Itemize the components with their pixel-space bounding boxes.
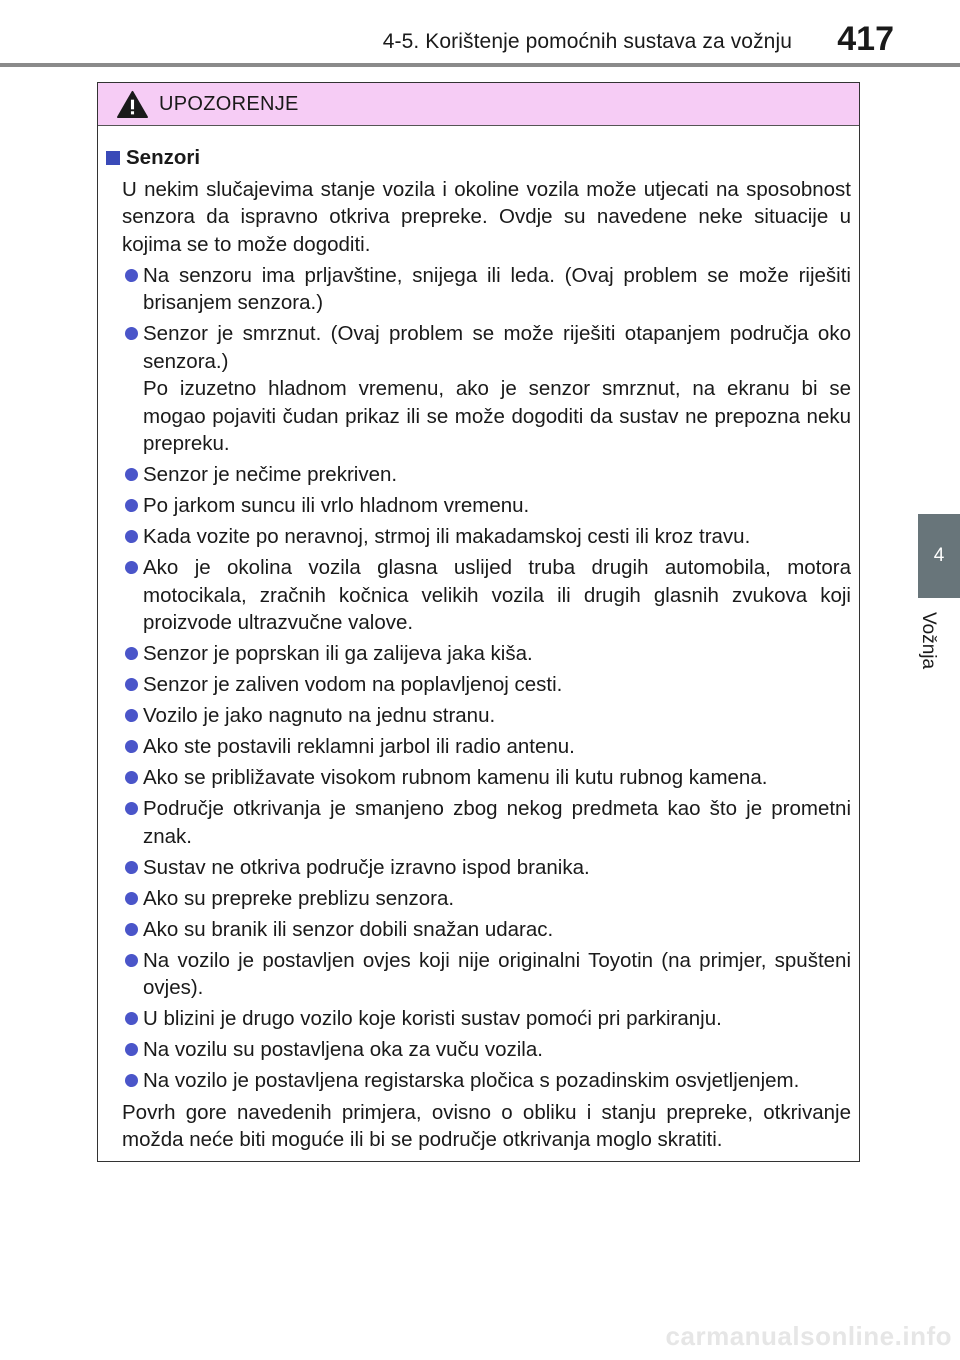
list-item-text: Senzor je poprskan ili ga zalijeva jaka kiša. xyxy=(143,642,533,665)
round-bullet-icon xyxy=(125,861,138,874)
page-number: 417 xyxy=(837,20,894,58)
list-item xyxy=(106,554,851,637)
warning-label: UPOZORENJE xyxy=(159,92,299,115)
list-item xyxy=(106,764,851,792)
round-bullet-icon xyxy=(125,802,138,815)
chapter-tab xyxy=(918,514,960,598)
list-item xyxy=(106,523,851,551)
list-item xyxy=(106,885,851,913)
round-bullet-icon xyxy=(125,499,138,512)
list-item-text: Kada vozite po neravnoj, strmoj ili makadamskoj cesti ili kroz travu. xyxy=(143,525,751,548)
intro-paragraph: U nekim slučajevima stanje vozila i okoline vozila može utjecati na sposobnost senzora da ispravno otkriva prepreke. Ovdje su navedene neke situacije u kojima se to može dogoditi. xyxy=(122,177,851,256)
list-item xyxy=(106,947,851,1002)
closing-paragraph: Povrh gore navedenih primjera, ovisno o obliku i stanju prepreke, otkrivanje možda neće biti moguće ili bi se područje otkrivanja moglo skratiti. xyxy=(122,1100,851,1151)
list-item-text: Ako ste postavili reklamni jarbol ili radio antenu. xyxy=(143,735,575,758)
round-bullet-icon xyxy=(125,1074,138,1087)
list-item xyxy=(106,492,851,520)
round-bullet-icon xyxy=(125,892,138,905)
list-item xyxy=(106,262,851,317)
round-bullet-icon xyxy=(125,678,138,691)
list-item xyxy=(106,461,851,489)
round-bullet-icon xyxy=(125,561,138,574)
list-item-text: Vozilo je jako nagnuto na jednu stranu. xyxy=(143,704,496,727)
list-item xyxy=(106,1067,851,1095)
round-bullet-icon xyxy=(125,771,138,784)
warning-triangle-icon xyxy=(116,90,149,119)
warning-box xyxy=(97,82,860,1162)
list-item-text: Na vozilo je postavljena registarska pločica s pozadinskim osvjetljenjem. xyxy=(143,1069,800,1092)
list-item-text: Na vozilu su postavljena oka za vuču vozila. xyxy=(143,1038,543,1061)
square-bullet-icon xyxy=(106,151,120,165)
list-item-text: Područje otkrivanja je smanjeno zbog nekog predmeta kao što je prometni znak. xyxy=(143,797,851,848)
list-item-text: Ako je okolina vozila glasna uslijed truba drugih automobila, motora motocikala, zračnih kočnica velikih vozila ili drugih glasnih zvukova koji proizvode ultrazvučne valove. xyxy=(143,556,851,634)
list-item-text: Ako su branik ili senzor dobili snažan udarac. xyxy=(143,917,554,941)
round-bullet-icon xyxy=(125,530,138,543)
section-title: Senzori xyxy=(126,146,201,169)
header-rule xyxy=(0,63,960,67)
list-item xyxy=(106,795,851,850)
chapter-number: 4 xyxy=(933,545,945,566)
chapter-label: Vožnja xyxy=(918,612,939,670)
list-item-text: Senzor je smrznut. (Ovaj problem se može riješiti otapanjem područja oko senzora.) Po izuzetno hladnom vremenu, ako je senzor smrznut, na ekranu bi se mogao pojaviti čudan prikaz ili se može dogoditi da sustav ne prepozna neku prepreku. xyxy=(143,322,851,455)
round-bullet-icon xyxy=(125,327,138,340)
bullet-list xyxy=(106,262,851,1095)
list-item-text: Na senzoru ima prljavštine, snijega ili leda. (Ovaj problem se može riješiti brisanjem senzora.) xyxy=(143,263,851,314)
round-bullet-icon xyxy=(125,1012,138,1025)
list-item xyxy=(106,916,851,944)
running-header-title: 4-5. Korištenje pomoćnih sustava za vožnju xyxy=(382,30,792,53)
list-item xyxy=(106,733,851,761)
list-item-text: Senzor je zaliven vodom na poplavljenoj cesti. xyxy=(143,673,563,696)
round-bullet-icon xyxy=(125,647,138,660)
list-item xyxy=(106,320,851,458)
round-bullet-icon xyxy=(125,923,138,936)
list-item xyxy=(106,1036,851,1064)
watermark-logo: carmanualsonline.info xyxy=(665,1321,952,1351)
round-bullet-icon xyxy=(125,1043,138,1056)
round-bullet-icon xyxy=(125,709,138,722)
round-bullet-icon xyxy=(125,740,138,753)
list-item xyxy=(106,854,851,882)
section-heading xyxy=(106,144,851,172)
list-item xyxy=(106,640,851,668)
list-item-text: Sustav ne otkriva područje izravno ispod branika. xyxy=(143,855,590,879)
list-item-text: Ako se približavate visokom rubnom kamenu ili kutu rubnog kamena. xyxy=(143,766,768,789)
round-bullet-icon xyxy=(125,468,138,481)
list-item-text: Ako su prepreke preblizu senzora. xyxy=(143,886,455,910)
warning-header xyxy=(98,83,859,126)
round-bullet-icon xyxy=(125,954,138,967)
list-item-text: U blizini je drugo vozilo koje koristi sustav pomoći pri parkiranju. xyxy=(143,1007,722,1030)
list-item xyxy=(106,671,851,699)
list-item-text: Senzor je nečime prekriven. xyxy=(143,463,398,486)
round-bullet-icon xyxy=(125,269,138,282)
list-item-text: Na vozilo je postavljen ovjes koji nije originalni Toyotin (na primjer, spušteni ovjes). xyxy=(143,948,851,999)
list-item-text: Po jarkom suncu ili vrlo hladnom vremenu. xyxy=(143,494,530,517)
list-item xyxy=(106,1005,851,1033)
warning-body xyxy=(98,126,859,1154)
list-item xyxy=(106,702,851,730)
